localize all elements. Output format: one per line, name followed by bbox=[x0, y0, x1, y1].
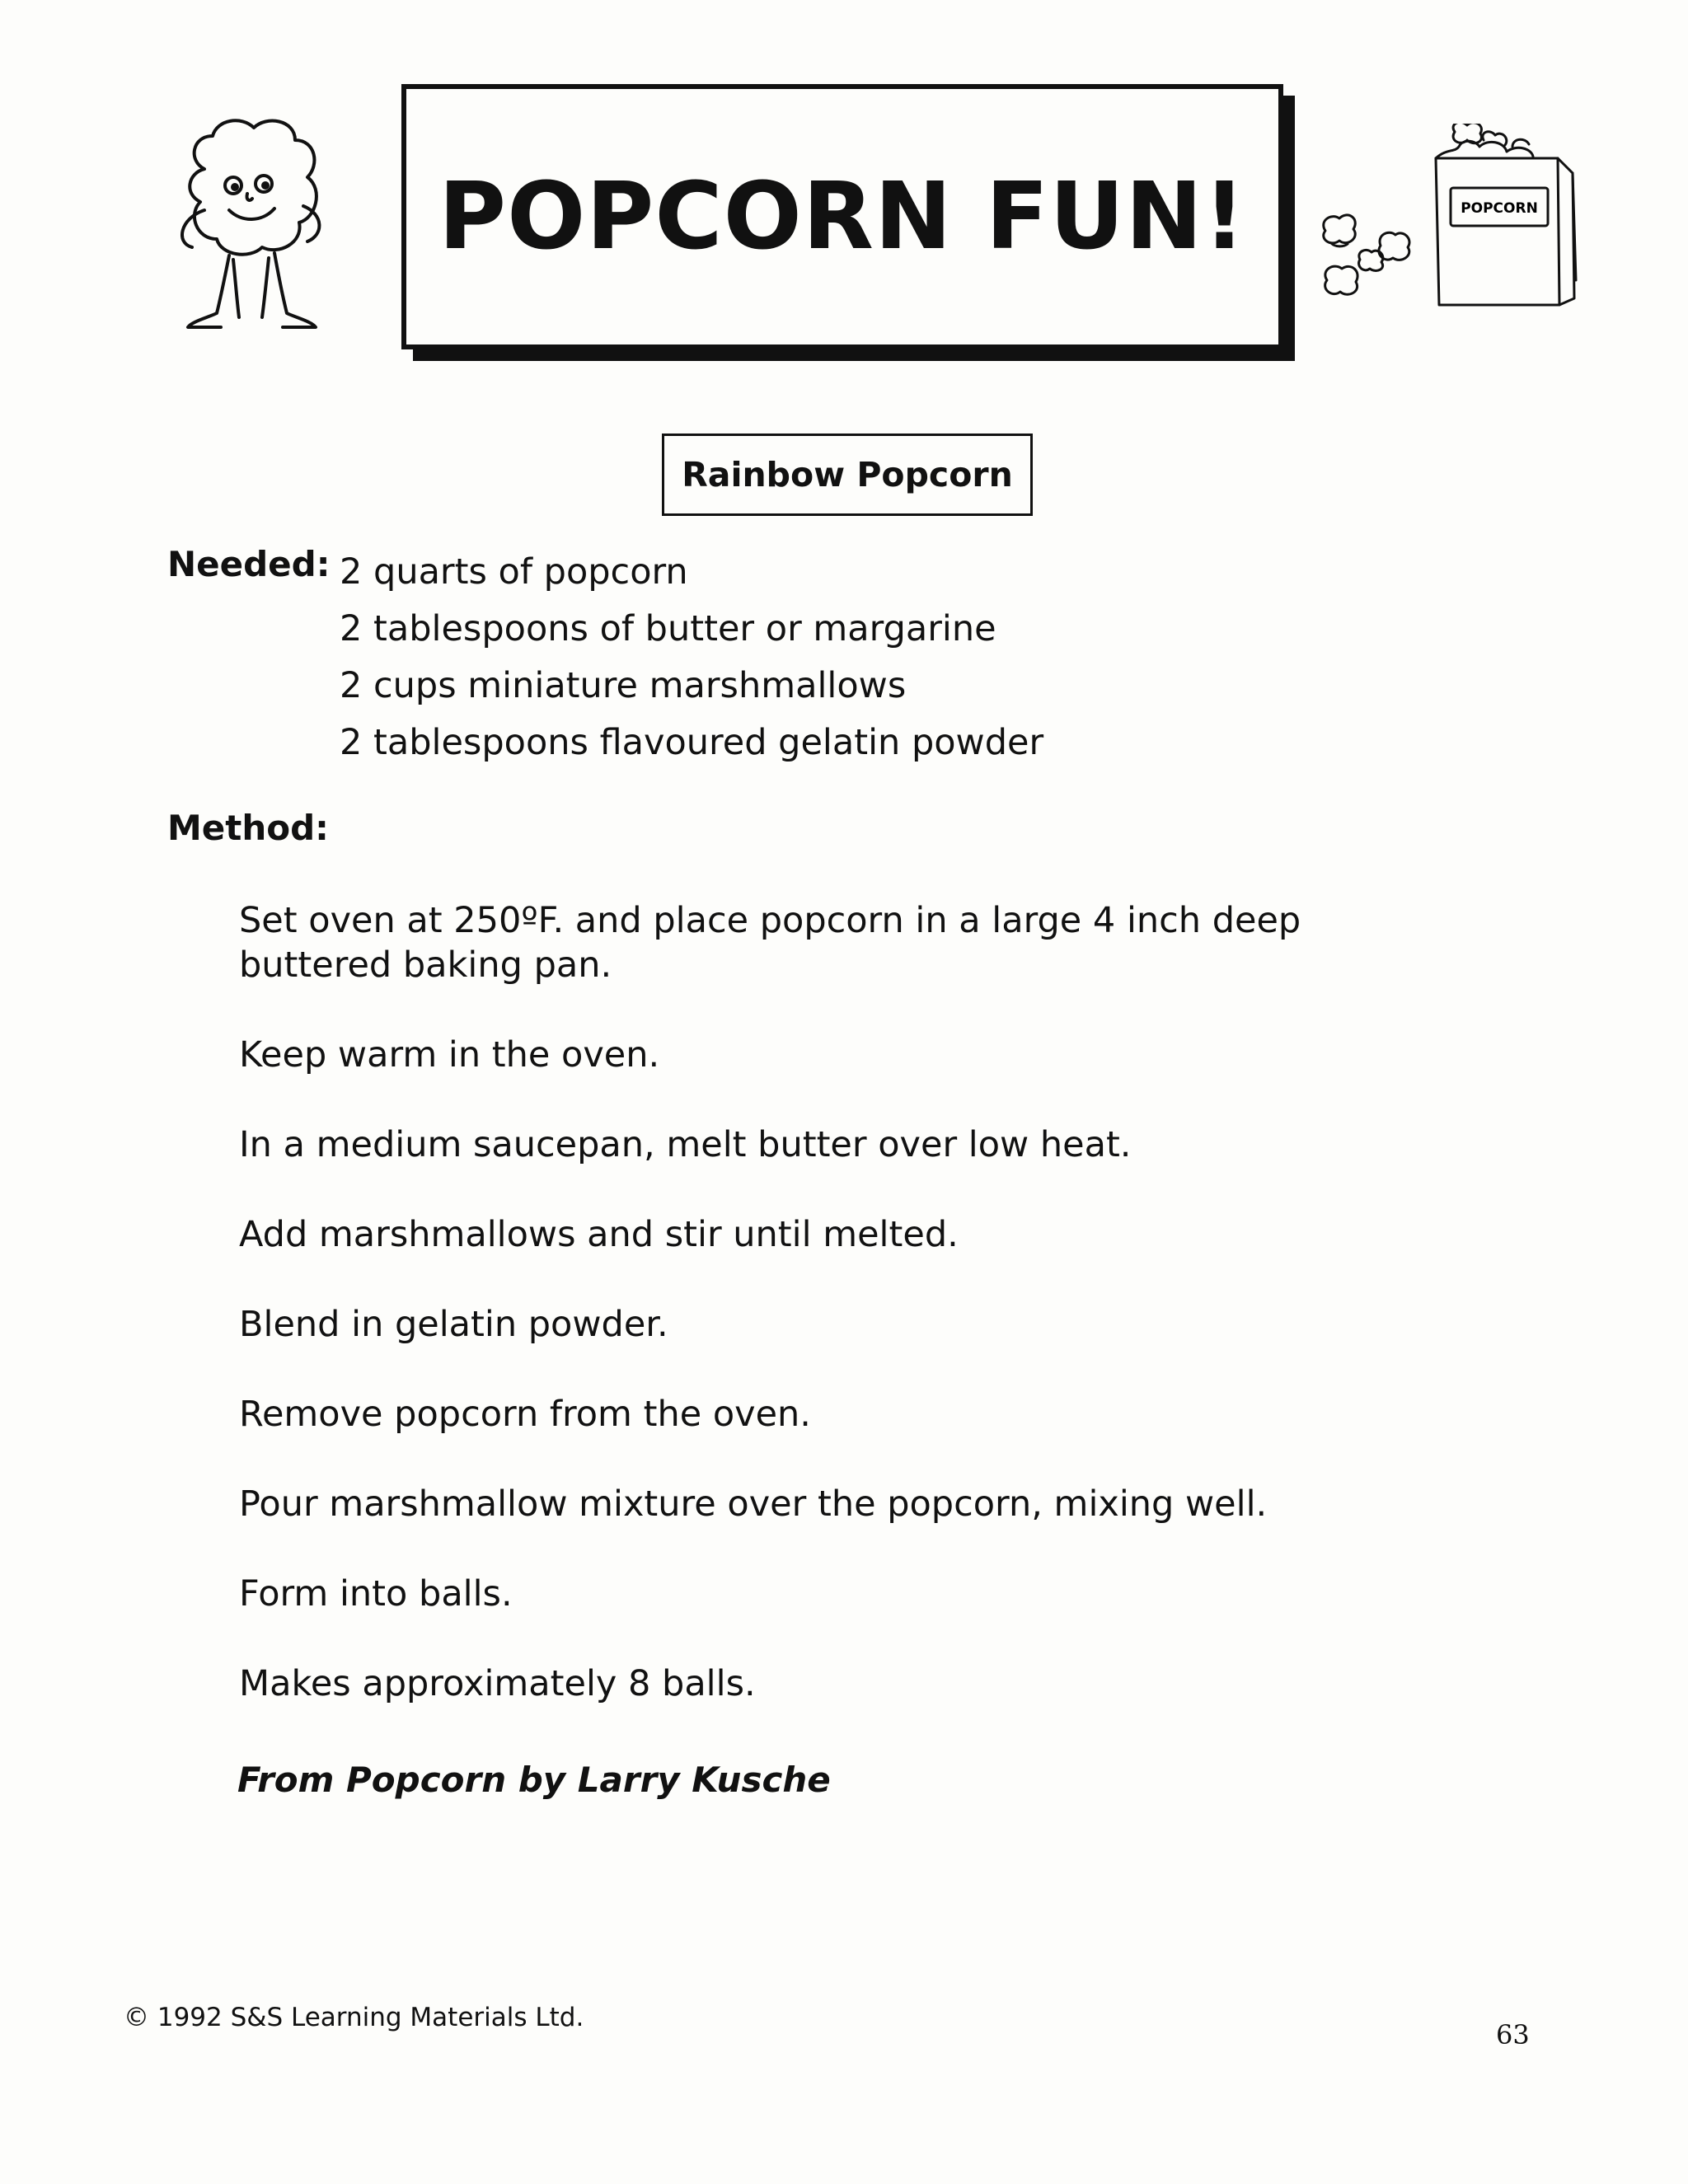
recipe-name-box bbox=[662, 434, 1033, 516]
method-step: Add marshmallows and stir until melted. bbox=[239, 1214, 959, 1255]
method-step: Makes approximately 8 balls. bbox=[239, 1663, 756, 1704]
bag-label: POPCORN bbox=[1461, 200, 1538, 217]
title-box bbox=[401, 84, 1283, 349]
ingredient-list bbox=[340, 544, 1043, 771]
method-step: Pour marshmallow mixture over the popcorn, mixing well. bbox=[239, 1483, 1268, 1525]
ingredient-item: 2 tablespoons of butter or margarine bbox=[340, 608, 996, 649]
method-step: Blend in gelatin powder. bbox=[239, 1304, 668, 1345]
popcorn-bag-icon bbox=[1311, 124, 1591, 321]
method-step: Set oven at 250ºF. and place popcorn in a large 4 inch deep buttered baking pan. bbox=[239, 900, 1301, 986]
recipe-source: From Popcorn by Larry Kusche bbox=[237, 1760, 831, 1800]
copyright-notice: © 1992 S&S Learning Materials Ltd. bbox=[124, 2003, 584, 2032]
method-step: Form into balls. bbox=[239, 1573, 513, 1615]
page-number: 63 bbox=[1496, 2019, 1530, 2050]
needed-label: Needed: bbox=[167, 544, 331, 584]
page-title: POPCORN FUN! bbox=[438, 163, 1247, 270]
method-step: Remove popcorn from the oven. bbox=[239, 1394, 811, 1435]
ingredient-item: 2 cups miniature marshmallows bbox=[340, 665, 907, 706]
ingredient-item: 2 tablespoons flavoured gelatin powder bbox=[340, 722, 1044, 763]
method-step: Keep warm in the oven. bbox=[239, 1034, 660, 1076]
method-label: Method: bbox=[167, 808, 329, 848]
method-step-list bbox=[239, 898, 1393, 1751]
popcorn-mascot-icon bbox=[171, 111, 328, 338]
recipe-name: Rainbow Popcorn bbox=[682, 455, 1013, 494]
method-step: In a medium saucepan, melt butter over low heat. bbox=[239, 1124, 1132, 1165]
ingredient-item: 2 quarts of popcorn bbox=[340, 551, 688, 593]
